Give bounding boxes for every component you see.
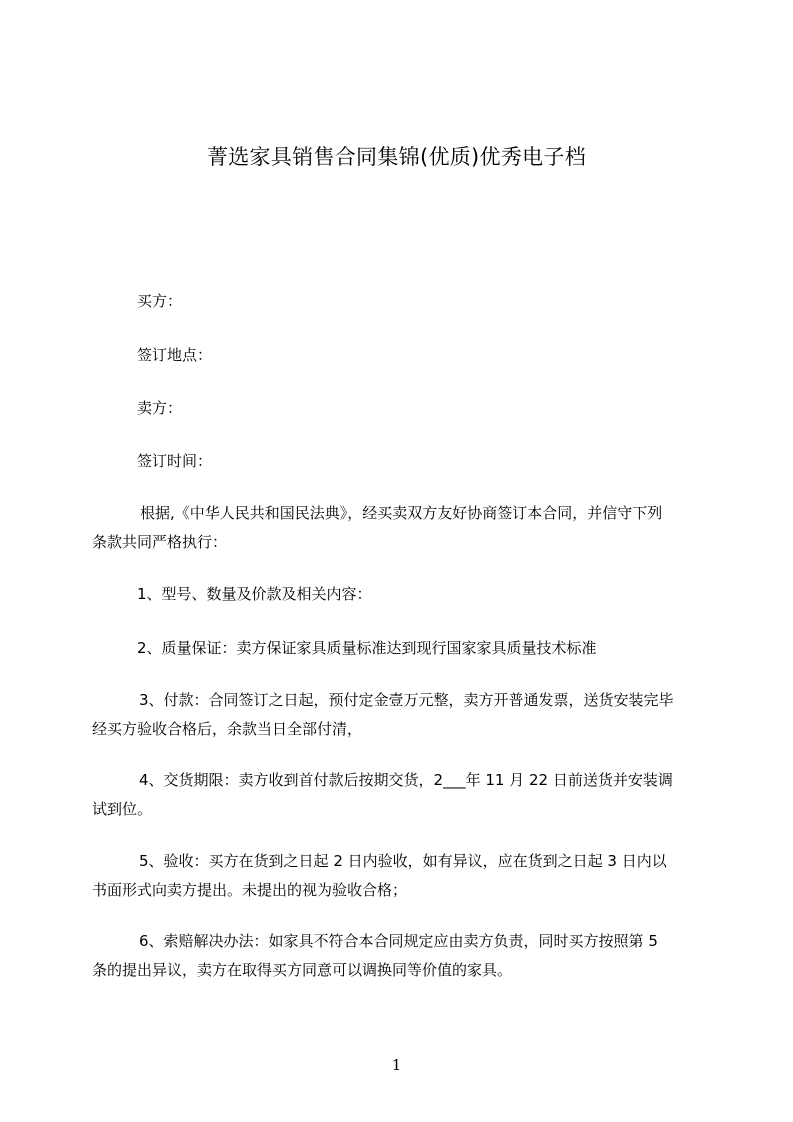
document-title: 菁选家具销售合同集锦(优质)优秀电子档 <box>206 145 587 169</box>
clause-3-line-2: 经买方验收合格后，余款当日全部付清， <box>92 720 363 738</box>
clause-2: 2、质量保证：卖方保证家具质量标准达到现行国家家具质量技术标准 <box>137 639 597 657</box>
page-number: 1 <box>391 1056 402 1074</box>
clause-5-line-1: 5、验收：买方在货到之日起 2 日内验收，如有异议，应在货到之日起 3 日内以 <box>139 852 667 870</box>
clause-6-line-2: 条的提出异议，卖方在取得买方同意可以调换同等价值的家具。 <box>92 961 513 979</box>
clause-3 <box>92 686 717 744</box>
clause-5-line-2: 书面形式向卖方提出。未提出的视为验收合格； <box>92 881 408 899</box>
intro-line-1: 根据,《中华人民共和国民法典》，经买卖双方友好协商签订本合同，并信守下列 <box>140 504 663 522</box>
clause-5 <box>92 847 717 905</box>
field-seller: 卖方： <box>137 399 183 417</box>
clause-4-line-2: 试到位。 <box>92 800 153 818</box>
field-sign-time: 签订时间： <box>137 452 213 470</box>
clause-3-line-1: 3、付款：合同签订之日起，预付定金壹万元整，卖方开普通发票，送货安装完毕 <box>139 691 674 709</box>
field-buyer: 买方： <box>137 292 183 310</box>
clause-6 <box>92 927 717 985</box>
clause-4 <box>92 766 717 824</box>
clause-1: 1、型号、数量及价款及相关内容： <box>137 585 372 603</box>
intro-paragraph <box>92 499 717 557</box>
field-sign-place: 签订地点： <box>137 346 213 364</box>
clause-6-line-1: 6、索赔解决办法：如家具不符合本合同规定应由卖方负责，同时买方按照第 5 <box>139 932 658 950</box>
clause-4-line-1: 4、交货期限：卖方收到首付款后按期交货，2___年 11 月 22 日前送货并安装调 <box>139 771 673 789</box>
intro-line-2: 条款共同严格执行： <box>92 533 228 551</box>
